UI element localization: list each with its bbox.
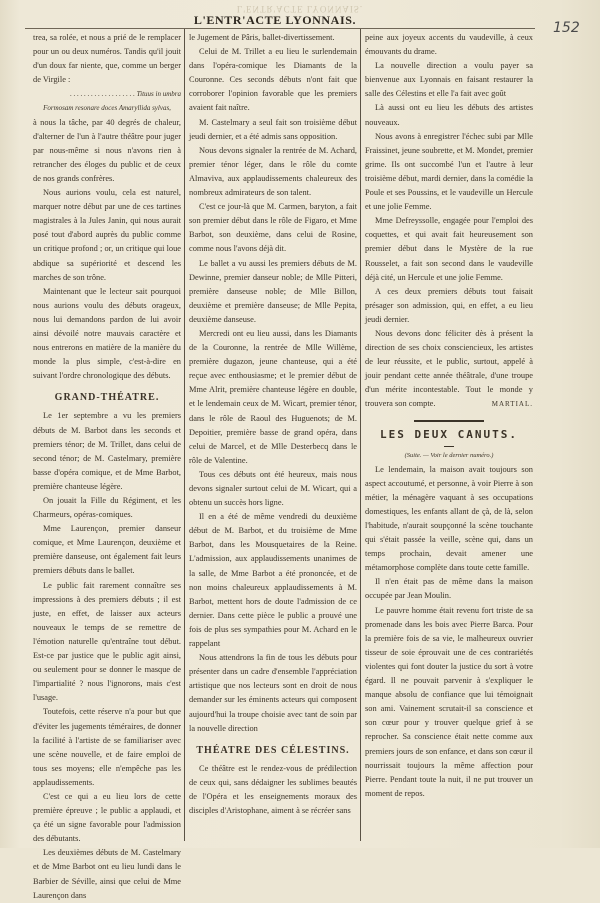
verse-line: . . . . . . . . . . . . . . . . . . . Tituus in umbra <box>70 90 181 99</box>
column-divider-2 <box>360 29 361 841</box>
paragraph: Le pauvre homme était revenu fort triste de sa promenade dans les bois avec Pierre Barca. Pour la première fois de sa vie, le malheureux ouvrier tisseur de soie éprouvait une de ces contrariétés violentes qui font douter la justice du sort à votre égard. Il ne pouvait parvenir à s'expliquer le manque absolu de confiance que lui témoignait son ami. Vainement scrutait-il sa conscience et son cœur pour y trouver quelque grief à se reprocher. Sa conscience était nette comme aux premiers jours de son enfance, et dans son cœur il nourrissait toujours la même affection pour Pierre. Pendant toute la nuit, il ne put trouver un moment de repos. <box>365 605 533 798</box>
short-rule <box>444 446 454 447</box>
column-2 <box>189 31 357 818</box>
paragraph: Mme Laurençon, premier danseur comique, et Mme Laurençon, deuxième et première danseuse, ont également fait leurs premiers débuts dans le ballet. <box>33 524 181 576</box>
masthead: L'ENTR'ACTE LYONNAIS. <box>193 13 357 27</box>
paragraph: C'est ce qui a eu lieu lors de cette première épreuve ; le public a applaudi, et ça été un signe favorable pour l'admission des débutants. <box>33 791 181 844</box>
top-rule <box>25 28 535 29</box>
paragraph: trea, sa rolée, et nous a prié de le remplacer pour un ou deux numéros. Tandis qu'il jouit d'un doux far niente, que, comme un berger de Virgile : <box>33 33 181 85</box>
paragraph: Ce théâtre est le rendez-vous de prédilection de ceux qui, sans dédaigner les sublimes beautés de l'Opéra et les enseignements moraux des disciples d'Aristophane, aiment à se récréer sans <box>189 763 357 816</box>
section-divider <box>414 420 484 422</box>
column-1 <box>33 31 181 903</box>
paragraph: à nous la tâche, par 40 degrés de chaleur, d'alterner de l'un à l'autre théâtre pour juger par nous-même si nous n'avons rien à retrancher des éloges du public et de ceux de nos grands confrères. <box>33 117 181 183</box>
continuation-note: (Suite. — Voir le dernier numéro.) <box>404 451 494 459</box>
bleed-through-text: L'ENTR'ACTE LYONNAIS. <box>236 4 364 14</box>
paragraph: Nous aurions voulu, cela est naturel, marquer notre début par une de ces tartines magistrales à la Jules Janin, qui nous aurait posé tout d'abord auprès du public comme un critique profond ; or, un critique qui loue abdique sa supériorité et descend les marches de son trône. <box>33 188 181 282</box>
paragraph: La nouvelle direction a voulu payer sa bienvenue aux Lyonnais en faisant restaurer la salle des Célestins et elle l'a fait avec goût <box>365 61 533 99</box>
paragraph: Là aussi ont eu lieu les débuts des artistes nouveaux. <box>365 103 533 127</box>
paragraph: Le ballet a vu aussi les premiers débuts de M. Dewinne, premier danseur noble; de Mlle Pitteri, première danseuse noble; de Mlle Billon, deuxième et première danseuse; de Mlle Pepita, deuxième danseuse. <box>189 258 357 324</box>
paragraph: Celui de M. Trillet a eu lieu le surlendemain dans l'opéra-comique les Diamants de la Couronne. Ces seconds débuts n'ont fait que corroborer l'opinion favorable que les premiers avaient fait naître. <box>189 47 357 113</box>
paragraph: Nous avons à enregistrer l'échec subi par Mlle Fraissinet, jeune soubrette, et M. Mondet, premier grime. Ils ont succombé l'un et l'autre à leur troisième début, mardi dernier, dans la comédie la Poule et ses Poussins, et le vaudeville un Hercule et une jolie Femme. <box>365 131 533 212</box>
paragraph: Nous devons signaler la rentrée de M. Achard, premier ténor léger, dans le rôle du comte Almaviva, aux applaudissements chaleureux des nombreux admirateurs de son talent. <box>189 145 357 198</box>
paragraph: le Jugement de Pâris, ballet-divertissement. <box>189 33 335 42</box>
paragraph: Maintenant que le lecteur sait pourquoi nous aurions voulu des débuts orageux, nous lui demandons pardon de lui avoir ainsi dévoilé notre mauvais caractère et nous entrerons en matière de la manière du monde la plus simple, c'est-à-dire en suivant l'ordre chronologique des débuts. <box>33 286 181 381</box>
paragraph: Les deuxièmes débuts de M. Castelmary et de Mme Barbot ont eu lieu lundi dans le Barbier de Séville, ainsi que celui de Mme Laurençon dans <box>33 848 181 900</box>
section-heading-deux-canuts: LES DEUX CANUTS. <box>380 427 518 441</box>
section-heading-grand-theatre: GRAND-THÉATRE. <box>54 392 160 404</box>
paragraph <box>365 327 533 412</box>
paragraph: Il n'en était pas de même dans la maison occupée par Jean Moulin. <box>365 577 533 601</box>
column-divider-1 <box>184 29 185 841</box>
handwritten-page-number: 152 <box>553 20 580 36</box>
paragraph: Mercredi ont eu lieu aussi, dans les Diamants de la Couronne, la rentrée de Mlle Willème, première dugazon, jeune chanteuse, qui a été reçue avec enthousiasme; et le premier début de Mme Alrit, première chanteuse légère en double, et le lendemain ceux de M. Wicart, premier ténor, dans le rôle de Raoul des Huguenots; de M. Depoitier, première basse de grand opéra, dans celui de Marcel, et de Mlle Desterbecq dans le rôle de Valentine. <box>189 328 357 465</box>
paragraph: On jouait la Fille du Régiment, et les Charmeurs, opéras-comiques. <box>33 496 181 520</box>
verse-line: Formosam resonare doces Amaryllida sylvas, <box>43 104 171 113</box>
paragraph: peine aux joyeux accents du vaudeville, à ceux émouvants du drame. <box>365 33 533 57</box>
paragraph: A ces deux premiers débuts tout faisait présager son admission, qui, en effet, a eu lieu jeudi dernier. <box>365 286 533 324</box>
paragraph: Tous ces débuts ont été heureux, mais nous devons signaler surtout celui de M. Wicart, qui a obtenu un succès hors ligne. <box>189 469 357 508</box>
paragraph: Le lendemain, la maison avait toujours son aspect accoutumé, et personne, à voir Pierre à son métier, la ménagère vaquant à ses occupations domestiques, les enfants allant de çà, de là, selon l'habitude, n'aurait soupçonné la scène touchante qui s'était passée la veille, scène qui, dans un temps prochain, devait amener une métamorphose complète dans toute cette famille. <box>365 464 533 573</box>
paragraph: Le public fait rarement connaître ses impressions à des premiers débuts ; il est juste, en effet, de laisser aux acteurs nouveaux le temps de se remettre de l'émotion naturelle qu'entraîne tout début. Est-ce par justice que le public agit ainsi, ou seulement pour se donner le masque de l'impartialité ? nous l'ignorons, mais c'est l'usage. <box>33 580 181 703</box>
column-3 <box>365 31 533 801</box>
paragraph-text: Nous devons donc féliciter dès à présent la direction de ses choix consciencieux, les artistes de leur réussite, et le public, surtout, appelé à jouir pendant cette année théâtrale, d'une troupe d'un mérite incontestable. Tout le monde y trouvera son compte. <box>365 328 533 409</box>
paragraph: Il en a été de même vendredi du deuxième début de M. Barbot, et du troisième de Mme Barbot, dans les Mousquetaires de la Reine. L'admission, aux applaudissements unanimes de la salle, de Mme Barbot a été prononcée, et de non moins chaleureux applaudissements à M. Barbot, mettent hors de doute l'admission de ce dernier. Dans cette pièce le public a prouvé une fois de plus ses sympathies pour M. Achard en le rappelant <box>189 512 357 649</box>
section-heading-celestins: THÉATRE DES CÉLESTINS. <box>196 744 350 756</box>
paragraph: Le 1er septembre a vu les premiers débuts de M. Barbot dans les seconds et premiers ténor; de M. Trillet, dans celui de second ténor; de M. Castelmary, première basse d'opéra comique, et de Mme Barbot, première chanteuse légère. <box>33 411 181 491</box>
paragraph: Nous attendrons la fin de tous les débuts pour présenter dans un cadre d'ensemble l'appréciation artistique que nos lecteurs sont en droit de nous demander sur les éminents acteurs qui composent aujourd'hui la troupe choisie avec tant de soin par la nouvelle direction <box>189 653 357 733</box>
author-signature: MARTIAL. <box>491 400 533 409</box>
paragraph: M. Castelmary a seul fait son troisième début jeudi dernier, et a été admis sans opposition. <box>189 117 357 141</box>
paragraph: Toutefois, cette réserve n'a pour but que d'éviter les jugements téméraires, de donner la facilité à l'artiste de se familiariser avec une scène nouvelle, et de faire emploi de tous ses moyens; elle n'empêche pas les applaudissements. <box>33 707 181 787</box>
paragraph: Mme Defreyssolle, engagée pour l'emploi des coquettes, et qui avait fait heureusement son premier début dans le Mystère de la rue Rousselet, a fait son second dans le vaudeville déjà cité, un Hercule et une jolie Femme. <box>365 216 533 282</box>
paragraph: C'est ce jour-là que M. Carmen, baryton, a fait son premier début dans le rôle de Figaro, et Mme Barbot, son deuxième, dans celui de Rosine, comme nous l'avons déjà dit. <box>189 202 357 254</box>
